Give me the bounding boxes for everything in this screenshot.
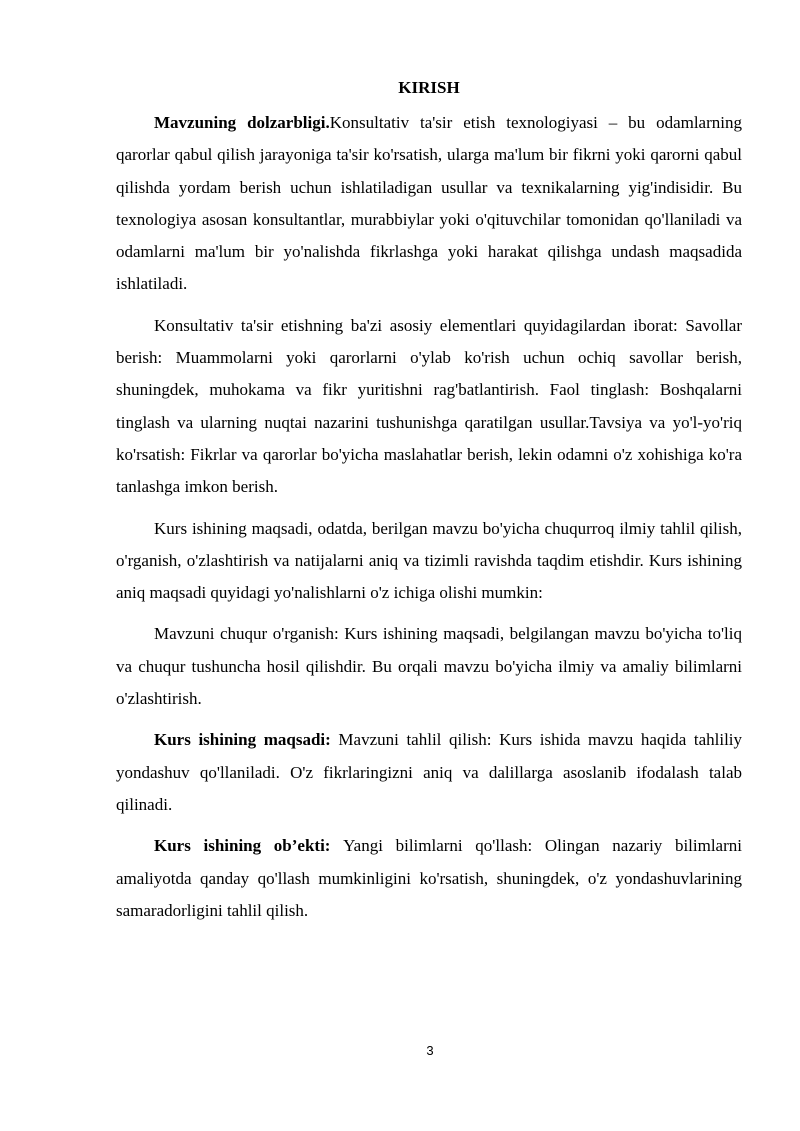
section-heading: KIRISH	[398, 78, 460, 97]
paragraph-text: Konsultativ ta'sir etishning ba'zi asosiy elementlari quyidagilardan iborat: Savollar berish: Muammolarni yoki qarorlarni o'ylab ko'rish uchun ochiq savollar berish, shuningdek, muhokama va fikr yuritishni rag'batlantirish. Faol tinglash: Boshqalarni tinglash va ularning nuqtai nazarini tushunishga qaratilgan usullar.Tavsiya va yo'l-yo'riq ko'rsatish: Fikrlar va qarorlar bo'yicha maslahatlar berish, lekin odamni o'z xohishiga ko'ra tanlashga imkon berish.	[116, 315, 742, 497]
paragraph-lead: Kurs ishining maqsadi:	[154, 730, 339, 750]
paragraph-goal-intro	[116, 513, 742, 610]
page-number: 3	[426, 1043, 434, 1058]
paragraph-goal	[116, 724, 742, 821]
paragraph-text: Mavzuni tahlil qilish: Kurs ishida mavzu haqida tahliliy yondashuv qo'llaniladi. O'z fikrlaringizni aniq va dalillarga asoslanib ifodalash talab qilinadi.	[116, 730, 743, 814]
page-content	[116, 74, 742, 936]
paragraph-object	[116, 830, 742, 927]
paragraph-text: Kurs ishining maqsadi, odatda, berilgan mavzu bo'yicha chuqurroq ilmiy tahlil qilish, o'rganish, o'zlashtirish va natijalarni aniq va tizimli ravishda taqdim etishdir. Kurs ishining aniq maqsadi quyidagi yo'nalishlarni o'z ichiga olishi mumkin:	[116, 518, 742, 603]
paragraph-text: Konsultativ ta'sir etish texnologiyasi – bu odamlarning qarorlar qabul qilish jarayoniga ta'sir ko'rsatish, ularga ma'lum bir fikrni yoki qarorni qabul qilishda yordam berish uchun ishlatiladigan usullar va texnikalarning yig'indisidir. Bu texnologiya asosan konsultantlar, murabbiylar yoki o'qituvchilar tomonidan qo'llaniladi va odamlarni ma'lum bir yo'nalishda fikrlashga yoki harakat qilishga undash maqsadida ishlatiladi.	[116, 113, 742, 294]
paragraph-lead: Kurs ishining ob’ekti:	[154, 836, 344, 856]
paragraph-lead: Mavzuning dolzarbligi.	[154, 113, 330, 132]
paragraph-deep-study	[116, 618, 742, 715]
paragraph-text: Mavzuni chuqur o'rganish: Kurs ishining maqsadi, belgilangan mavzu bo'yicha to'liq va chuqur tushuncha hosil qilishdir. Bu orqali mavzu bo'yicha ilmiy va amaliy bilimlarni o'zlashtirish.	[116, 624, 742, 709]
paragraph-relevance	[116, 107, 742, 301]
paragraph-elements	[116, 310, 742, 504]
paragraph-text: Yangi bilimlarni qo'llash: Olingan nazariy bilimlarni amaliyotda qanday qo'llash mumkinligini ko'rsatish, shuningdek, o'z yondashuvlarining samaradorligini tahlil qilish.	[116, 836, 742, 920]
